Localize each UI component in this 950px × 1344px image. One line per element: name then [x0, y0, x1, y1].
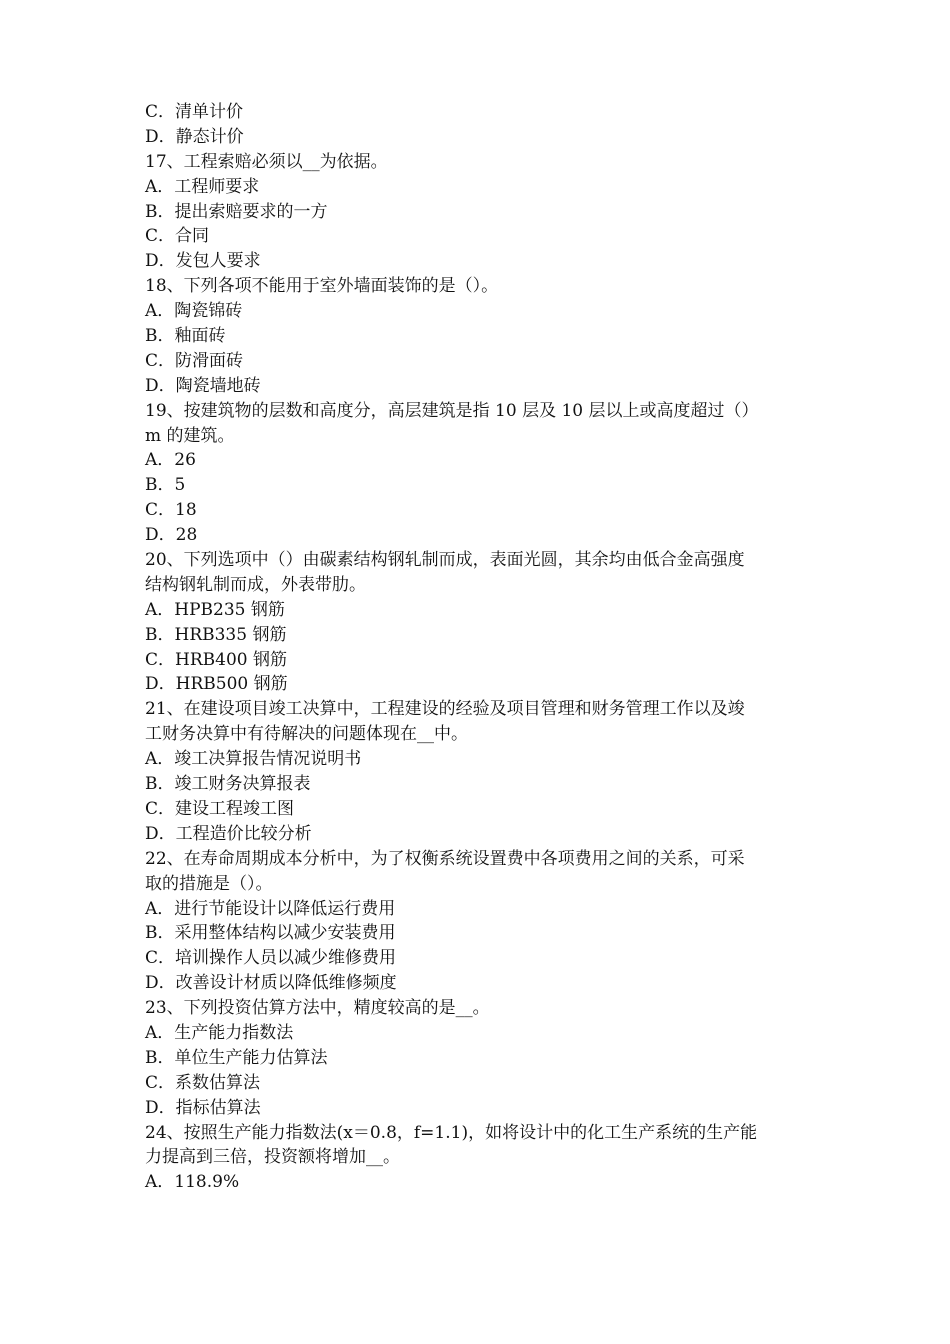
text-line: A．26	[145, 450, 196, 471]
text-line: D．28	[145, 525, 198, 546]
text-line: A．进行节能设计以降低运行费用	[145, 898, 396, 919]
text-line: D．改善设计材质以降低维修频度	[145, 973, 397, 994]
text-line: 20、下列选项中（）由碳素结构钢轧制而成，表面光圆，其余均由低合金高强度	[145, 550, 745, 571]
text-line: C．清单计价	[145, 102, 244, 122]
text-line: 21、在建设项目竣工决算中，工程建设的经验及项目管理和财务管理工作以及竣	[145, 699, 745, 720]
question-list	[145, 100, 825, 1195]
text-line: 取的措施是（）。	[145, 873, 273, 894]
text-line: A．HPB235 钢筋	[145, 599, 285, 620]
text-line: m 的建筑。	[145, 425, 235, 446]
text-line: B．采用整体结构以减少安装费用	[145, 923, 396, 944]
text-line: C．HRB400 钢筋	[145, 649, 287, 670]
text-line: C．合同	[145, 226, 210, 247]
text-line: C．系数估算法	[145, 1072, 261, 1093]
text-line: 18、下列各项不能用于室外墙面装饰的是（）。	[145, 276, 499, 297]
text-line: D．HRB500 钢筋	[145, 674, 288, 695]
text-line: 23、下列投资估算方法中，精度较高的是__。	[145, 998, 490, 1019]
text-line: C．18	[145, 500, 197, 521]
text-line: A．陶瓷锦砖	[145, 301, 243, 322]
text-line: A．生产能力指数法	[145, 1022, 294, 1043]
text-line: B．提出索赔要求的一方	[145, 201, 328, 222]
text-line: 22、在寿命周期成本分析中，为了权衡系统设置费中各项费用之间的关系，可采	[145, 848, 745, 869]
text-line: 24、按照生产能力指数法(x＝0.8，f=1.1)，如将设计中的化工生产系统的生产能	[145, 1122, 758, 1143]
text-line: B．釉面砖	[145, 326, 226, 347]
text-line: 结构钢轧制而成，外表带肋。	[145, 574, 366, 595]
text-line: C．培训操作人员以减少维修费用	[145, 948, 397, 969]
text-line: B．5	[145, 475, 186, 496]
text-line: 力提高到三倍，投资额将增加__。	[145, 1147, 400, 1168]
text-line: C．建设工程竣工图	[145, 798, 295, 819]
text-line: D．工程造价比较分析	[145, 823, 312, 844]
text-line: 工财务决算中有待解决的问题体现在__中。	[145, 724, 468, 745]
text-line: B．单位生产能力估算法	[145, 1047, 328, 1068]
text-line: D．指标估算法	[145, 1097, 261, 1118]
text-line: A．118.9%	[145, 1172, 240, 1193]
text-line: B．竣工财务决算报表	[145, 774, 311, 795]
text-line: B．HRB335 钢筋	[145, 624, 287, 645]
text-line: 19、按建筑物的层数和高度分，高层建筑是指 10 层及 10 层以上或高度超过（）	[145, 400, 759, 421]
text-line: 17、工程索赔必须以__为依据。	[145, 151, 388, 172]
text-line: C．防滑面砖	[145, 350, 244, 371]
text-line: D．陶瓷墙地砖	[145, 375, 261, 396]
text-line: A．竣工决算报告情况说明书	[145, 749, 362, 770]
text-line: D．发包人要求	[145, 251, 261, 272]
text-line: D．静态计价	[145, 126, 244, 147]
text-line: A．工程师要求	[145, 176, 260, 197]
